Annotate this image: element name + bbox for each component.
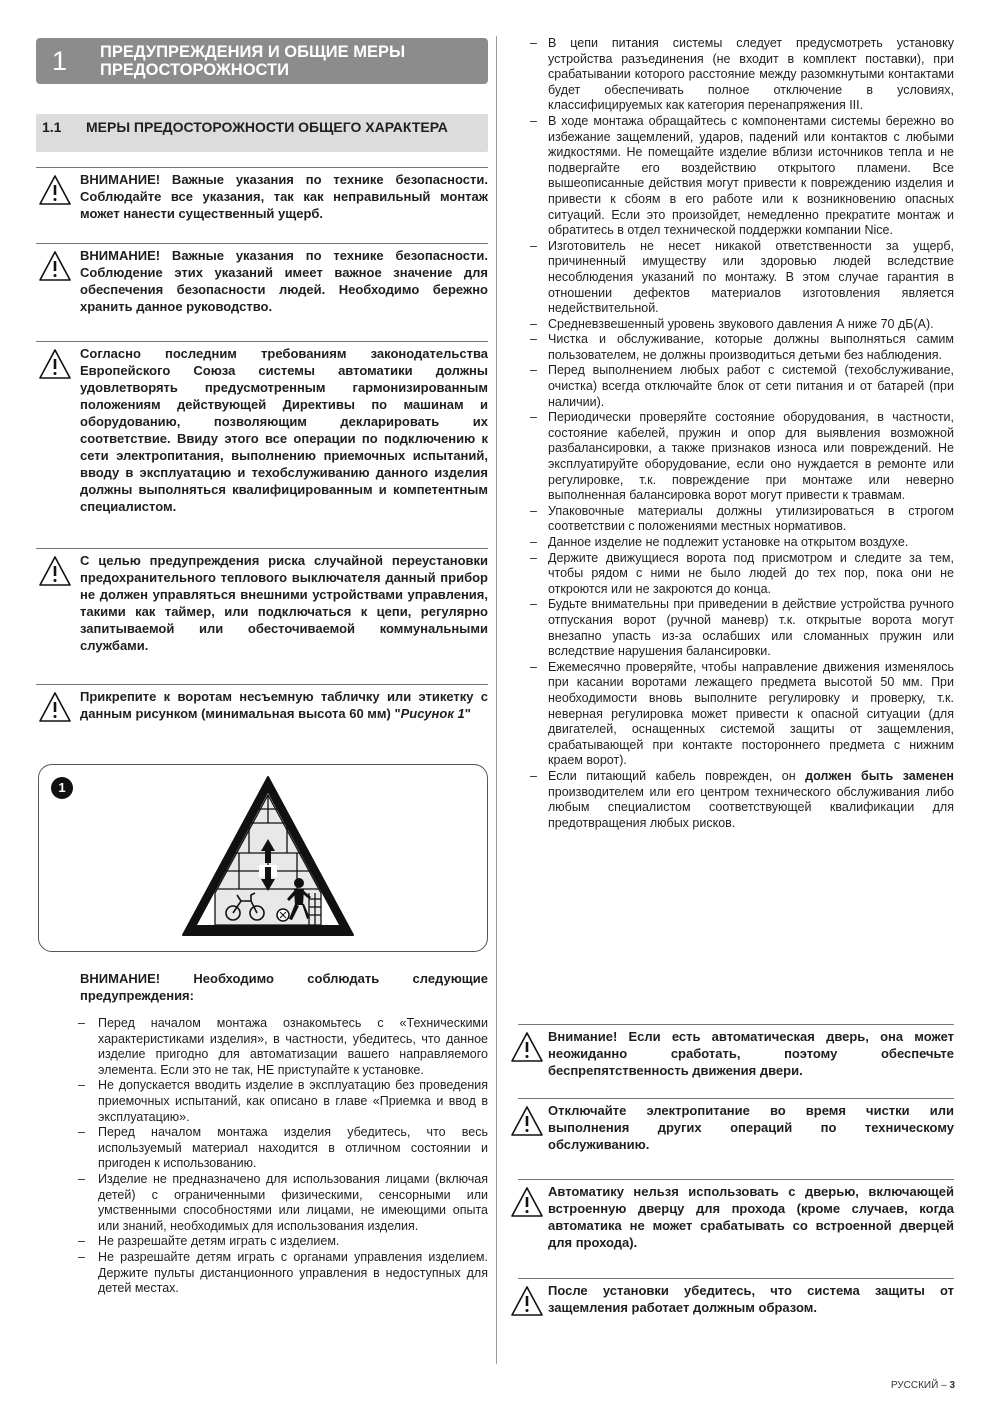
list-item: – Не разрешайте детям играть с изделием. xyxy=(72,1234,488,1250)
warning-text: С целью предупреждения риска случайной переустановки предохранительного теплового выключателя данный прибор не должен управляться внешними устройствами управления, такими как таймер, или подключаться к цепи, регулярно запитываемой или обесточиваемой коммунальными службами. xyxy=(80,553,488,653)
plate-warning-end: " xyxy=(464,706,471,721)
warning-block xyxy=(36,341,488,532)
warning-text: Внимание! Если есть автоматическая дверь, она может неожиданно сработать, поэтому обеспечьте беспрепятственность движения двери. xyxy=(548,1029,954,1078)
chapter-number: 1 xyxy=(52,46,68,76)
warning-block xyxy=(36,167,488,228)
figure-1 xyxy=(38,764,488,952)
section-number: 1.1 xyxy=(42,119,62,135)
list-item: – Перед началом монтажа изделия убедитесь, что весь используемый материал находится в отличном состоянии и пригоден к использованию. xyxy=(72,1125,488,1172)
list-item: – Перед выполнением любых работ с системой (техобслуживание, очистка) всегда отключайте блок от сети питания и от батарей (при наличии). xyxy=(518,363,954,410)
warning-triangle-icon xyxy=(510,1031,544,1063)
right-precautions-list xyxy=(518,36,954,831)
warning-triangle-icon xyxy=(38,348,72,380)
warning-text: Автоматику нельзя использовать с дверью, включающей встроенную дверцу для прохода (кроме случаев, когда автоматика не может срабатывать со встроенной дверцей для прохода). xyxy=(548,1184,954,1250)
list-item: – Изготовитель не несет никакой ответственности за ущерб, причиненный имуществу или здоровью людей вследствие несоблюдения указаний по монтажу. В этом случае гарантия в отношении дефектов материалов изготовления является недействительной. xyxy=(518,239,954,317)
warning-block xyxy=(518,1278,954,1327)
list-item: – Чистка и обслуживание, которые должны выполняться самим пользователем, не должны производиться детьми без наблюдения. xyxy=(518,332,954,363)
precautions-subheading: ВНИМАНИЕ! Необходимо соблюдать следующие предупреждения: xyxy=(80,971,488,1003)
list-item-cable xyxy=(518,769,954,831)
warning-triangle-icon xyxy=(38,555,72,587)
warning-block xyxy=(518,1179,954,1264)
list-item: – В ходе монтажа обращайтесь с компонентами системы бережно во избежание защемлений, ударов, падений или контактов с любыми жидкостями. Не помещайте изделие вблизи источников тепла и не подвергайте его воздействию открытого пламени. Все вышеописанные действия могут привести к повреждению изделия и привести к сбоям в его работе или к возникновению опасных ситуаций. Если это произойдет, немедленно прекратите монтаж и обратитесь в отдел технической поддержки компании Nice. xyxy=(518,114,954,239)
list-item: – Будьте внимательны при приведении в действие устройства ручного отпускания ворот (ручной маневр) т.к. открытые ворота могут внезапно упасть из-за ослабших или сломанных пружин или вследствие нарушения балансировки. xyxy=(518,597,954,659)
list-item: – Перед началом монтажа ознакомьтесь с «Техническими характеристиками изделия», в частности, убедитесь, что данное изделие пригодно для автоматизации вашего направляемого элемента. Если это не так, НЕ приступайте к установке. xyxy=(72,1016,488,1078)
left-precautions-list xyxy=(72,1016,488,1297)
list-item: – Ежемесячно проверяйте, чтобы направление движения изменялось при касании воротами лежащего предмета высотой 50 мм. При необходимости вновь выполните регулировку и проверку, т.к. неверная регулировка может привести к опасной ситуации (для двигателей, оснащенных системой защиты от защемления, срабатывающей при контакте постороннего предмета с нижним краем ворот). xyxy=(518,660,954,769)
warning-text: ВНИМАНИЕ! Важные указания по технике безопасности. Соблюдайте все указания, так как неправильный монтаж может нанести существенный ущерб. xyxy=(80,172,488,221)
cable-text-bold: должен быть заменен xyxy=(805,768,954,783)
page-number: 3 xyxy=(949,1380,955,1391)
section-title: МЕРЫ ПРЕДОСТОРОЖНОСТИ ОБЩЕГО ХАРАКТЕРА xyxy=(86,119,448,135)
warning-triangle-icon xyxy=(38,691,72,723)
list-item: – В цепи питания системы следует предусмотреть установку устройства разъединения (не входит в комплект поставки), при срабатывании которого расстояние между разомкнутыми контактами будет обеспечивать полное отключение в условиях, классифицируемых как категория перенапряжения III. xyxy=(518,36,954,114)
warning-triangle-icon xyxy=(38,174,72,206)
list-item: – Упаковочные материалы должны утилизироваться в строгом соответствии с положениями местных нормативов. xyxy=(518,504,954,535)
list-item: – Не разрешайте детям играть с органами управления изделием. Держите пульты дистанционного управления в недоступных для детей местах. xyxy=(72,1250,488,1297)
cable-text-before: Если питающий кабель поврежден, он xyxy=(548,768,806,783)
warning-block xyxy=(36,548,488,669)
chapter-title: ПРЕДУПРЕЖДЕНИЯ И ОБЩИЕ МЕРЫ ПРЕДОСТОРОЖНОСТИ xyxy=(100,43,406,79)
list-item: – Данное изделие не подлежит установке на открытом воздухе. xyxy=(518,535,954,551)
list-item: – Не допускается вводить изделие в эксплуатацию без проведения приемочных испытаний, как описано в главе «Приемка и ввод в эксплуатацию». xyxy=(72,1078,488,1125)
list-item: – Изделие не предназначено для использования лицами (включая детей) с ограниченными физическими, сенсорными или умственными способностями или лицами, не имеющими опыта или знаний, необходимых для использования изделия. xyxy=(72,1172,488,1234)
warning-triangle-icon xyxy=(510,1285,544,1317)
list-item: – Средневзвешенный уровень звукового давления А ниже 70 дБ(А). xyxy=(518,317,954,333)
warning-block xyxy=(518,1024,954,1089)
warning-block xyxy=(518,1098,954,1163)
warning-triangle-icon xyxy=(510,1186,544,1218)
cable-text-after: производителем или его центром технического обслуживания либо любым специалистом соответствующей квалификации для предотвращения любых рисков. xyxy=(548,784,954,830)
warning-text: Отключайте электропитание во время чистки или выполнения других операций по техническому обслуживанию. xyxy=(548,1103,954,1152)
warning-text: После установки убедитесь, что система защиты от защемления работает должным образом. xyxy=(548,1283,954,1315)
figure-reference: Рисунок 1 xyxy=(400,706,465,721)
crushing-hazard-pictogram xyxy=(179,773,357,939)
warning-triangle-icon xyxy=(38,250,72,282)
warning-triangle-icon xyxy=(510,1105,544,1137)
warning-text: Согласно последним требованиям законодательства Европейского Союза системы автоматики должны удовлетворять предусмотренным гармонизированным положениям действующей Директивы по машинам и оборудованию, позволяющим декларировать их соответствие. Ввиду этого все операции по подключению к сети электропитания, выполнению приемочных испытаний, вводу в эксплуатацию и техобслуживанию данного изделия должны выполняться квалифицированным и компетентным специалистом. xyxy=(80,346,488,514)
plate-warning-text: Прикрепите к воротам несъемную табличку или этикетку с данным рисунком (минимальная высота 60 мм) " xyxy=(80,689,488,721)
chapter-header xyxy=(36,38,488,84)
list-item: – Держите движущиеся ворота под присмотром и следите за тем, чтобы рядом с ними не было людей до тех пор, пока они не откроются или не закроются до конца. xyxy=(518,551,954,598)
footer-language: РУССКИЙ – xyxy=(890,1380,950,1391)
list-item: – Периодически проверяйте состояние оборудования, в частности, состояние кабелей, пружин и опор для выявления возможной разбалансировки, а также признаков износа или повреждений. Не эксплуатируйте оборудование, если оно нуждается в ремонте или регулировке, т.к. повреждение при монтаже или неверно выполненная балансировка ворот могут привести к травмам. xyxy=(518,410,954,504)
section-header xyxy=(36,114,488,152)
column-divider xyxy=(496,36,497,1364)
warning-block xyxy=(36,243,488,324)
warning-text: ВНИМАНИЕ! Важные указания по технике безопасности. Соблюдение этих указаний имеет важное значение для обеспечения безопасности людей. Необходимо бережно хранить данное руководство. xyxy=(80,248,488,314)
plate-warning-block xyxy=(36,684,488,749)
figure-number-badge: 1 xyxy=(51,777,73,799)
warning-text xyxy=(80,688,488,722)
page-footer xyxy=(891,1380,955,1391)
